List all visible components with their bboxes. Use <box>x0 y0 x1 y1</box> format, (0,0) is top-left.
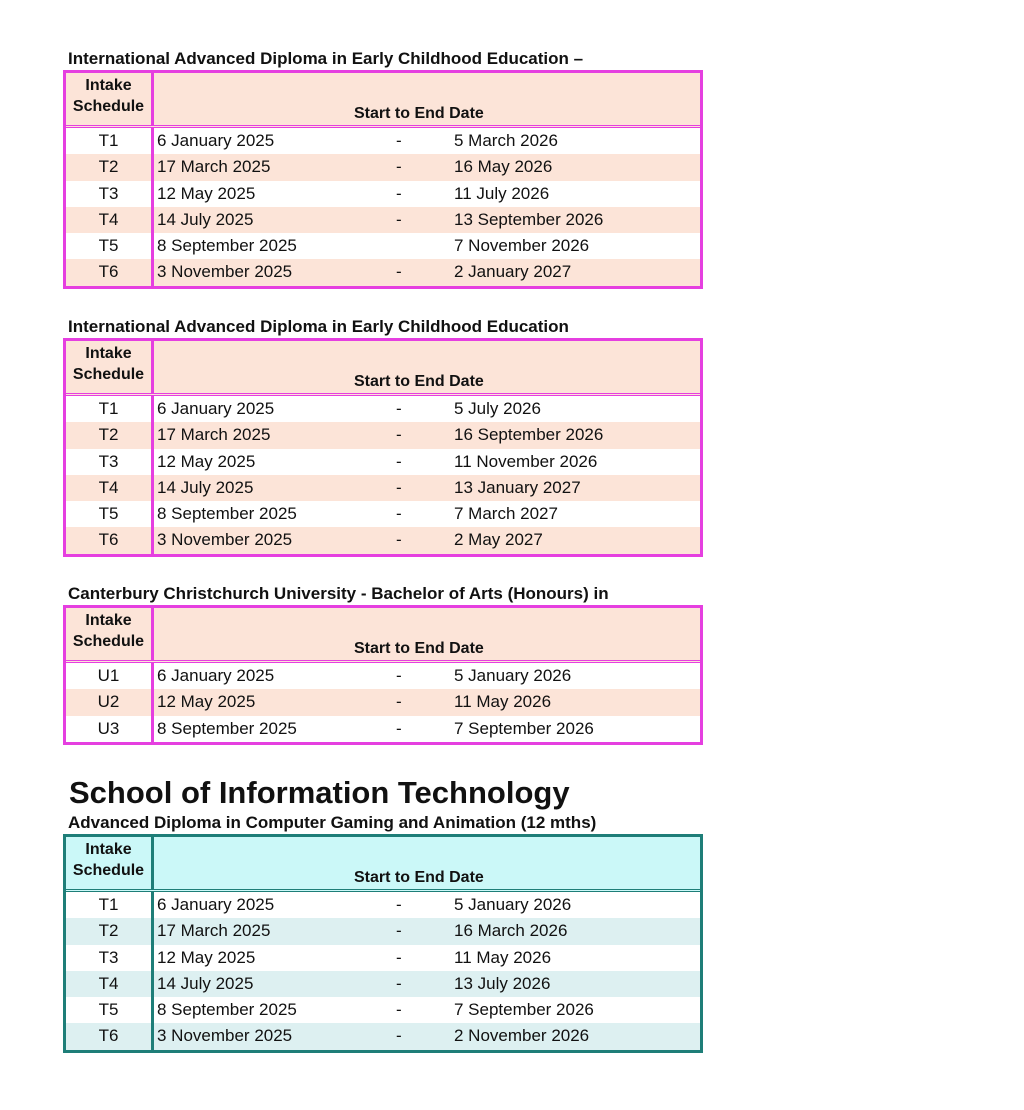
date-separator: - <box>396 262 402 282</box>
start-date: 3 November 2025 <box>157 1026 293 1046</box>
start-date: 17 March 2025 <box>157 157 271 177</box>
date-separator: - <box>396 399 402 418</box>
intake-table <box>63 338 703 557</box>
end-date: 11 July 2026 <box>454 183 550 203</box>
intake-code: T5 <box>66 501 154 527</box>
intake-code: T2 <box>66 154 154 180</box>
start-date: 8 September 2025 <box>157 236 297 256</box>
schedule-block-early-childhood-2 <box>63 316 703 557</box>
table-row <box>66 716 700 742</box>
table-header <box>66 73 700 128</box>
end-date: 2 January 2027 <box>454 262 572 282</box>
date-separator: - <box>396 718 402 738</box>
header-text: Intake <box>85 841 132 858</box>
date-separator: - <box>396 477 402 497</box>
date-separator: - <box>396 131 402 150</box>
intake-code: U3 <box>66 716 154 742</box>
table-row <box>66 396 700 422</box>
start-date: 12 May 2025 <box>157 692 256 712</box>
date-separator: - <box>396 504 402 524</box>
intake-code: T6 <box>66 1023 154 1049</box>
start-date: 3 November 2025 <box>157 530 293 550</box>
header-text: Intake <box>85 77 132 94</box>
date-separator: - <box>396 530 402 550</box>
intake-code: T2 <box>66 422 154 448</box>
intake-code: T4 <box>66 475 154 501</box>
intake-code: T3 <box>66 181 154 207</box>
start-date: 8 September 2025 <box>157 1000 297 1020</box>
intake-code: T1 <box>66 892 154 918</box>
intake-code: T1 <box>66 128 154 154</box>
date-range-header <box>154 608 700 660</box>
start-date: 17 March 2025 <box>157 921 271 941</box>
date-separator: - <box>396 1026 402 1046</box>
table-caption: Canterbury Christchurch University - Bachelor of Arts (Honours) in <box>68 584 609 603</box>
start-date: 12 May 2025 <box>157 947 256 967</box>
start-date: 14 July 2025 <box>157 477 254 497</box>
end-date: 5 January 2026 <box>454 666 572 685</box>
start-date: 14 July 2025 <box>157 209 254 229</box>
header-text: Start to End Date <box>354 640 484 657</box>
date-separator: - <box>396 451 402 471</box>
table-header <box>66 608 700 663</box>
end-date: 5 July 2026 <box>454 399 541 418</box>
date-separator: - <box>396 666 402 685</box>
intake-code: T5 <box>66 997 154 1023</box>
end-date: 13 July 2026 <box>454 973 551 993</box>
table-row <box>66 945 700 971</box>
schedule-block-canterbury <box>63 583 703 745</box>
intake-code: U1 <box>66 663 154 689</box>
date-separator: - <box>396 921 402 941</box>
intake-code: T4 <box>66 971 154 997</box>
table-row <box>66 663 700 689</box>
header-text: Start to End Date <box>354 105 484 122</box>
end-date: 13 January 2027 <box>454 477 581 497</box>
start-date: 14 July 2025 <box>157 973 254 993</box>
date-separator: - <box>396 1000 402 1020</box>
date-separator <box>390 233 448 259</box>
intake-code: T4 <box>66 207 154 233</box>
table-caption: International Advanced Diploma in Early Childhood Education – <box>68 49 584 68</box>
end-date: 5 March 2026 <box>454 131 558 150</box>
end-date: 16 September 2026 <box>454 425 604 445</box>
table-header <box>66 341 700 396</box>
table-row <box>66 475 700 501</box>
date-range-header <box>154 73 700 125</box>
date-separator: - <box>396 209 402 229</box>
table-row <box>66 1023 700 1049</box>
start-date: 8 September 2025 <box>157 718 297 738</box>
intake-code: T5 <box>66 233 154 259</box>
intake-code: T3 <box>66 945 154 971</box>
header-text: Schedule <box>72 862 145 879</box>
header-text: Schedule <box>72 98 145 115</box>
table-caption: Advanced Diploma in Computer Gaming and Animation (12 mths) <box>68 813 597 832</box>
header-text: Start to End Date <box>354 869 484 886</box>
table-row <box>66 918 700 944</box>
end-date: 2 May 2027 <box>454 530 543 550</box>
end-date: 2 November 2026 <box>454 1026 590 1046</box>
table-header <box>66 837 700 892</box>
header-text: Start to End Date <box>354 373 484 390</box>
start-date: 3 November 2025 <box>157 262 293 282</box>
intake-code: U2 <box>66 689 154 715</box>
intake-schedule-header <box>66 837 154 889</box>
table-row <box>66 527 700 553</box>
intake-code: T6 <box>66 259 154 285</box>
schedule-block-early-childhood-1 <box>63 48 703 289</box>
start-date: 12 May 2025 <box>157 451 256 471</box>
header-text: Intake <box>85 612 132 629</box>
intake-code: T3 <box>66 449 154 475</box>
end-date: 16 March 2026 <box>454 921 568 941</box>
header-text: Schedule <box>72 633 145 650</box>
table-row <box>66 997 700 1023</box>
table-row <box>66 422 700 448</box>
header-text: Schedule <box>72 366 145 383</box>
table-row <box>66 892 700 918</box>
end-date: 7 September 2026 <box>454 1000 594 1020</box>
date-range-header <box>154 837 700 889</box>
intake-schedule-header <box>66 341 154 393</box>
intake-schedule-header <box>66 608 154 660</box>
date-range-header <box>154 341 700 393</box>
intake-table <box>63 834 703 1053</box>
end-date: 11 November 2026 <box>454 451 598 471</box>
end-date: 7 September 2026 <box>454 718 594 738</box>
start-date: 6 January 2025 <box>157 131 275 150</box>
start-date: 6 January 2025 <box>157 666 275 685</box>
intake-schedule-header <box>66 73 154 125</box>
table-row <box>66 207 700 233</box>
end-date: 13 September 2026 <box>454 209 604 229</box>
schedule-block-it <box>63 774 703 1053</box>
intake-code: T6 <box>66 527 154 553</box>
end-date: 11 May 2026 <box>454 947 552 967</box>
intake-code: T2 <box>66 918 154 944</box>
table-row <box>66 449 700 475</box>
end-date: 7 November 2026 <box>454 236 590 256</box>
start-date: 17 March 2025 <box>157 425 271 445</box>
intake-table <box>63 605 703 745</box>
table-caption: International Advanced Diploma in Early Childhood Education <box>68 317 569 336</box>
end-date: 16 May 2026 <box>454 157 553 177</box>
start-date: 6 January 2025 <box>157 399 275 418</box>
end-date: 11 May 2026 <box>454 692 552 712</box>
table-row <box>66 971 700 997</box>
school-heading: School of Information Technology <box>69 775 570 810</box>
table-row <box>66 689 700 715</box>
end-date: 5 January 2026 <box>454 895 572 914</box>
date-separator: - <box>396 157 402 177</box>
table-row <box>66 259 700 285</box>
date-separator: - <box>396 425 402 445</box>
start-date: 6 January 2025 <box>157 895 275 914</box>
date-separator: - <box>396 692 402 712</box>
end-date: 7 March 2027 <box>454 504 558 524</box>
intake-table <box>63 70 703 289</box>
table-row <box>66 128 700 154</box>
table-row <box>66 501 700 527</box>
table-row <box>66 233 700 259</box>
date-separator: - <box>396 947 402 967</box>
start-date: 8 September 2025 <box>157 504 297 524</box>
start-date: 12 May 2025 <box>157 183 256 203</box>
intake-code: T1 <box>66 396 154 422</box>
date-separator: - <box>396 895 402 914</box>
table-row <box>66 154 700 180</box>
table-row <box>66 181 700 207</box>
header-text: Intake <box>85 345 132 362</box>
date-separator: - <box>396 973 402 993</box>
date-separator: - <box>396 183 402 203</box>
